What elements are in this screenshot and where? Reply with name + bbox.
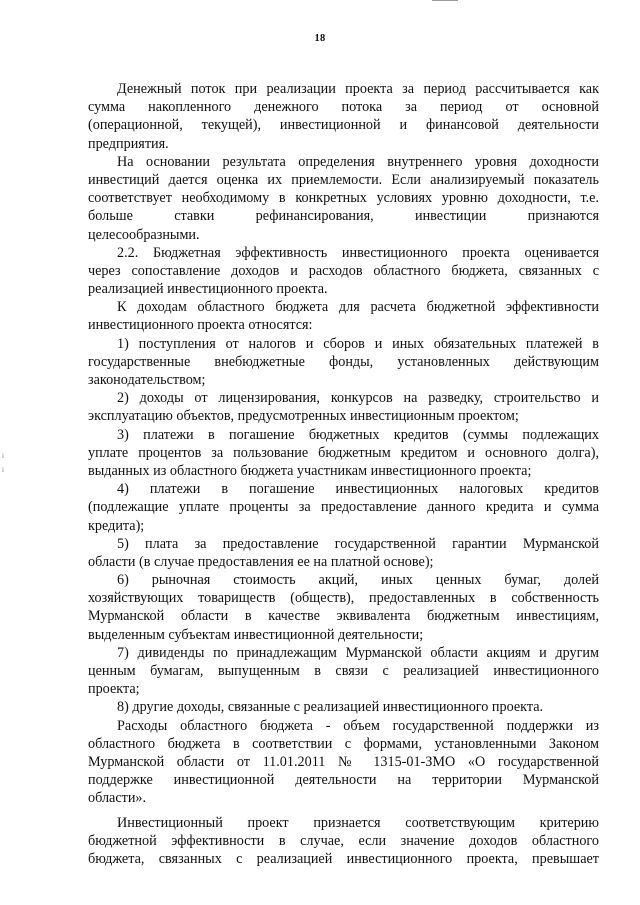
paragraph bbox=[88, 153, 599, 244]
paragraph-line: областного бюджета в соответствии с формами, установленными Законом bbox=[88, 735, 599, 752]
paragraph-line: инвестиционного проекта относятся: bbox=[88, 317, 313, 334]
paragraph-line: ценным бумагам, выпущенным в связи с реализацией инвестиционного bbox=[88, 663, 599, 679]
paragraph bbox=[88, 698, 599, 716]
paragraph-line: через сопоставление доходов и расходов областного бюджета, связанных с bbox=[88, 262, 599, 279]
paragraph bbox=[88, 480, 599, 535]
paragraph bbox=[88, 335, 599, 390]
paragraph-line: кредита); bbox=[88, 517, 145, 534]
paragraph-line: На основании результата определения внутреннего уровня доходности bbox=[117, 153, 599, 170]
paragraph bbox=[88, 244, 599, 299]
paragraph-line: Расходы областного бюджета - объем государственной поддержки из bbox=[117, 717, 599, 734]
paragraph-line: бюджета, связанных с реализацией инвестиционного проекта, превышает bbox=[88, 850, 599, 867]
paragraph-line: 5) плата за предоставление государственной гарантии Мурманской bbox=[117, 535, 599, 552]
margin-mark: i bbox=[2, 466, 4, 474]
top-edge-line bbox=[432, 0, 458, 1]
paragraph-line: 2.2. Бюджетная эффективность инвестиционного проекта оценивается bbox=[117, 244, 599, 261]
paragraph-line: Денежный поток при реализации проекта за период рассчитывается как bbox=[117, 81, 599, 97]
paragraph bbox=[88, 814, 599, 869]
paragraph-line: соответствует необходимому в конкретных условиях уровню доходности, т.е. bbox=[88, 190, 599, 207]
paragraph-line: 8) другие доходы, связанные с реализацией инвестиционного проекта. bbox=[117, 699, 544, 716]
paragraph-line: выделенным субъектам инвестиционной деятельности; bbox=[88, 626, 424, 643]
paragraph-line: (операционной, текущей), инвестиционной и финансовой деятельности bbox=[88, 117, 599, 134]
paragraph-line: государственные внебюджетные фонды, установленных действующим bbox=[88, 353, 599, 370]
paragraph-line: выданных из областного бюджета участникам инвестиционного проекта; bbox=[88, 462, 532, 479]
paragraph-line: Мурманской области от 11.01.2011 № 1315-01-ЗМО «О государственной bbox=[88, 753, 599, 770]
paragraph-line: 7) дивиденды по принадлежащим Мурманской области акциям и другим bbox=[117, 644, 599, 661]
paragraph-line: проекта; bbox=[88, 681, 140, 698]
paragraph bbox=[88, 389, 599, 425]
paragraph bbox=[88, 644, 599, 699]
paragraph bbox=[88, 717, 599, 808]
paragraph-line: 1) поступления от налогов и сборов и иных обязательных платежей в bbox=[117, 335, 599, 352]
paragraph-line: инвестиций дается оценка их приемлемости. Если анализируемый показатель bbox=[88, 171, 599, 188]
paragraph-line: законодательством; bbox=[88, 372, 206, 388]
paragraph bbox=[88, 80, 599, 153]
paragraph-line: хозяйствующих товариществ (обществ), предоставленных в собственность bbox=[88, 590, 599, 607]
paragraph-line: 6) рыночная стоимость акций, иных ценных бумаг, долей bbox=[117, 572, 599, 589]
paragraph-line: больше ставки рефинансирования, инвестиции признаются bbox=[88, 208, 599, 225]
paragraph-line: реализацией инвестиционного проекта. bbox=[88, 281, 328, 298]
paragraph-line: области (в случае предоставления ее на платной основе); bbox=[88, 553, 434, 570]
paragraph-line: предприятия. bbox=[88, 135, 169, 152]
paragraph-line: 4) платежи в погашение инвестиционных налоговых кредитов bbox=[117, 481, 599, 498]
paragraph-line: Мурманской области в качестве эквивалента бюджетным инвестициям, bbox=[88, 608, 599, 625]
paragraph bbox=[88, 426, 599, 481]
paragraph-line: К доходам областного бюджета для расчета бюджетной эффективности bbox=[117, 299, 599, 316]
paragraph bbox=[88, 298, 599, 334]
paragraph-line: поддержке инвестиционной деятельности на территории Мурманской bbox=[88, 772, 599, 789]
paragraph-line: 3) платежи в погашение бюджетных кредитов (суммы подлежащих bbox=[117, 426, 599, 443]
page-number: 18 bbox=[314, 33, 326, 44]
margin-mark: i bbox=[2, 452, 4, 460]
paragraph-line: сумма накопленного денежного потока за период от основной bbox=[88, 99, 599, 116]
paragraph-line: целесообразными. bbox=[88, 226, 200, 243]
paragraph-line: (подлежащие уплате проценты за предоставление данного кредита и сумма bbox=[88, 499, 599, 516]
paragraph-line: бюджетной эффективности в случае, если значение доходов областного bbox=[88, 832, 599, 849]
paragraph-line: Инвестиционный проект признается соответствующим критерию bbox=[117, 814, 599, 831]
paragraph-line: уплате процентов за пользование бюджетным кредитом и основного долга), bbox=[88, 444, 599, 461]
paragraph-line: эксплуатацию объектов, предусмотренных инвестиционным проектом; bbox=[88, 408, 519, 425]
document-body bbox=[88, 80, 599, 868]
paragraph-line: области». bbox=[88, 790, 147, 807]
paragraph bbox=[88, 571, 599, 644]
paragraph-line: 2) доходы от лицензирования, конкурсов на разведку, строительство и bbox=[117, 390, 599, 407]
paragraph bbox=[88, 535, 599, 571]
